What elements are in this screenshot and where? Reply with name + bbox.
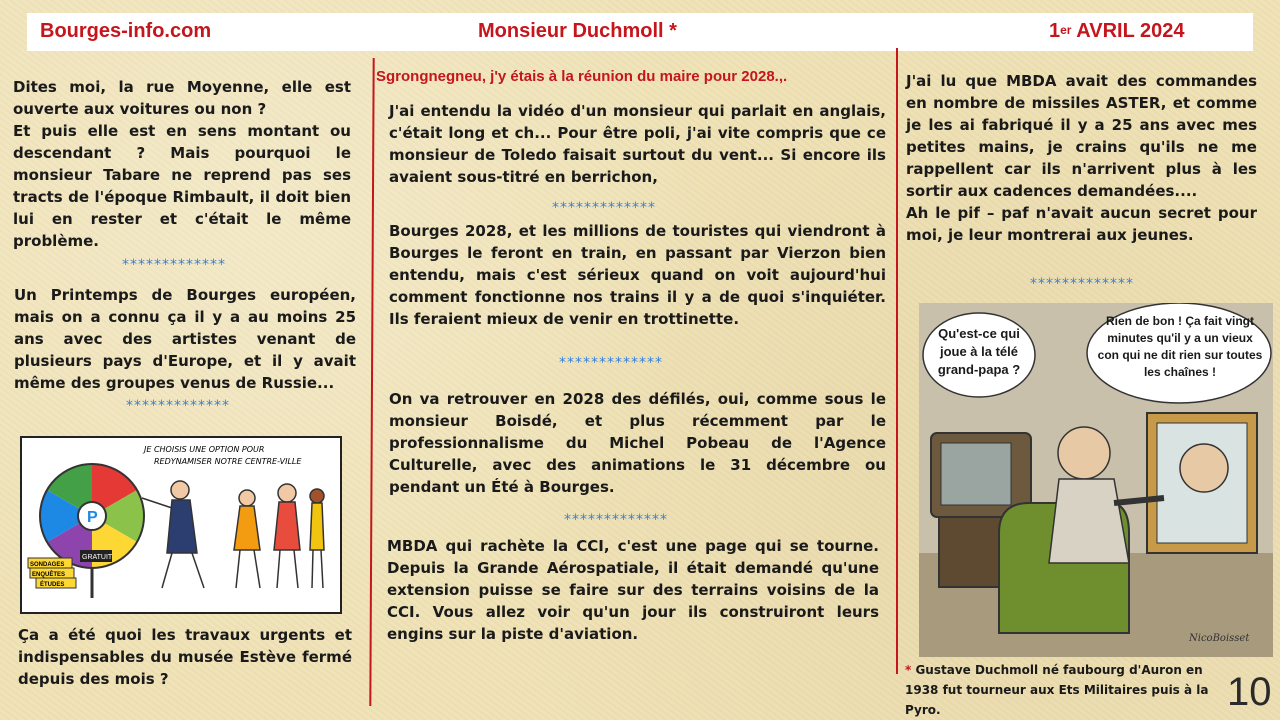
right-text <box>906 70 1257 246</box>
parking-letter: P <box>87 509 98 526</box>
date-rest: AVRIL 2024 <box>1071 20 1185 42</box>
left-text-1 <box>13 76 351 252</box>
middle-paragraph-3: On va retrouver en 2028 des défilés, oui, comme sous le monsieur Boisdé, et plus récemment par le professionnalisme du Michel Pobeau de l'Agence Culturelle, avec des animations le 31 décembre ou pendant un Été à Bourges. <box>389 390 886 496</box>
separator-middle-2: ************* <box>559 355 663 371</box>
left-paragraph-4: Ça a été quoi les travaux urgents et indispensables du musée Estève fermé depuis des mois ? <box>18 626 352 688</box>
separator-middle-3: ************* <box>564 512 668 528</box>
column-divider-right <box>896 48 898 674</box>
separator-left-1: ************* <box>122 257 226 273</box>
header-bar <box>27 13 1253 51</box>
middle-paragraph-4: MBDA qui rachète la CCI, c'est une page qui se tourne. Depuis la Grande Aérospatiale, il était demandé qu'une extension puisse se faire sur des terrains voisins de la CCI. Vous allez voir qu'un jour ils construiront leurs engins sur la piste d'aviation. <box>387 537 879 643</box>
label-etudes: ÉTUDES <box>40 582 65 588</box>
separator-right-1: ************* <box>1030 276 1134 292</box>
right-paragraph-1: J'ai lu que MBDA avait des commandes en nombre de missiles ASTER, et comme je les ai fabriqué il y a 25 ans avec mes petites mains, je crains qu'ils ne me rappellent car ils n'arrivent plus à les sortir aux cadences demandées.... <box>906 72 1257 200</box>
issue-date <box>1049 20 1185 43</box>
wheel-cartoon-illustration <box>22 438 340 612</box>
cartoon-bubble-line-2: REDYNAMISER NOTRE CENTRE-VILLE <box>154 457 302 466</box>
left-paragraph-3: Un Printemps de Bourges européen, mais on a connu ça il y a au moins 25 ans avec des artistes venant de plusieurs pays d'Europe, et il y avait même des groupes venus de Russie... <box>14 286 356 392</box>
date-suffix: er <box>1060 23 1072 37</box>
middle-paragraph-1: J'ai entendu la vidéo d'un monsieur qui parlait en anglais, c'était long et ch... Pour être poli, j'ai vite compris que ce monsieur de Toledo faisait surtout du vent... Si encore ils avaient sous-titré en berrichon, <box>389 102 886 186</box>
footnote-star: * <box>905 663 912 677</box>
left-paragraph-1: Dites moi, la rue Moyenne, elle est ouverte aux voitures ou non ? <box>13 78 351 118</box>
footnote-text: Gustave Duchmoll né faubourg d'Auron en 1938 fut tourneur aux Ets Militaires puis à la Pyro. <box>905 663 1209 717</box>
separator-middle-1: ************* <box>552 200 656 216</box>
cartoon-tv-image <box>919 303 1273 657</box>
page-number: 10 <box>1227 670 1272 714</box>
cartoon-signature: NicoBoisset <box>1189 633 1250 644</box>
bubble-left-text: Qu'est-ce qui joue à la télé grand-papa ? <box>937 326 1021 377</box>
label-sondages: SONDAGES <box>30 562 65 568</box>
column-divider-left <box>369 58 374 706</box>
middle-paragraph-2: Bourges 2028, et les millions de touristes qui viendront à Bourges le feront en train, en passant par Vierzon bien entendu, mais c'est sérieux quand on voit aujourd'hui comment fonctionne nos trains il y a de quoi s'inquiéter. Ils feraient mieux de venir en trottinette. <box>389 222 886 328</box>
middle-headline: Sgrongnegneu, j'y étais à la réunion du maire pour 2028.,. <box>376 68 788 85</box>
separator-left-2: ************* <box>126 398 230 414</box>
bubble-right-text: Rien de bon ! Ça fait vingt minutes qu'il y a un vieux con qui ne dit rien sur toutes les chaînes ! <box>1097 314 1263 379</box>
cartoon-bubble-line-1: JE CHOISIS UNE OPTION POUR <box>144 445 265 454</box>
gratuit-label: GRATUIT <box>82 554 113 561</box>
left-paragraph-2: Et puis elle est en sens montant ou descendant ? Mais pourquoi le monsieur Tabare ne reprend pas ses tracts de l'époque Rimbault, il doit bien lui en rester et c'était le même problème. <box>13 122 351 250</box>
footnote-caption <box>905 660 1235 720</box>
site-name[interactable]: Bourges-info.com <box>40 20 212 42</box>
cartoon-wheel-image <box>20 436 342 614</box>
page-title: Monsieur Duchmoll * <box>478 20 677 42</box>
right-paragraph-2: Ah le pif – paf n'avait aucun secret pour moi, je leur montrerai aux jeunes. <box>906 204 1257 244</box>
date-day: 1 <box>1049 20 1061 42</box>
label-enquetes: ENQUÊTES <box>32 572 66 578</box>
